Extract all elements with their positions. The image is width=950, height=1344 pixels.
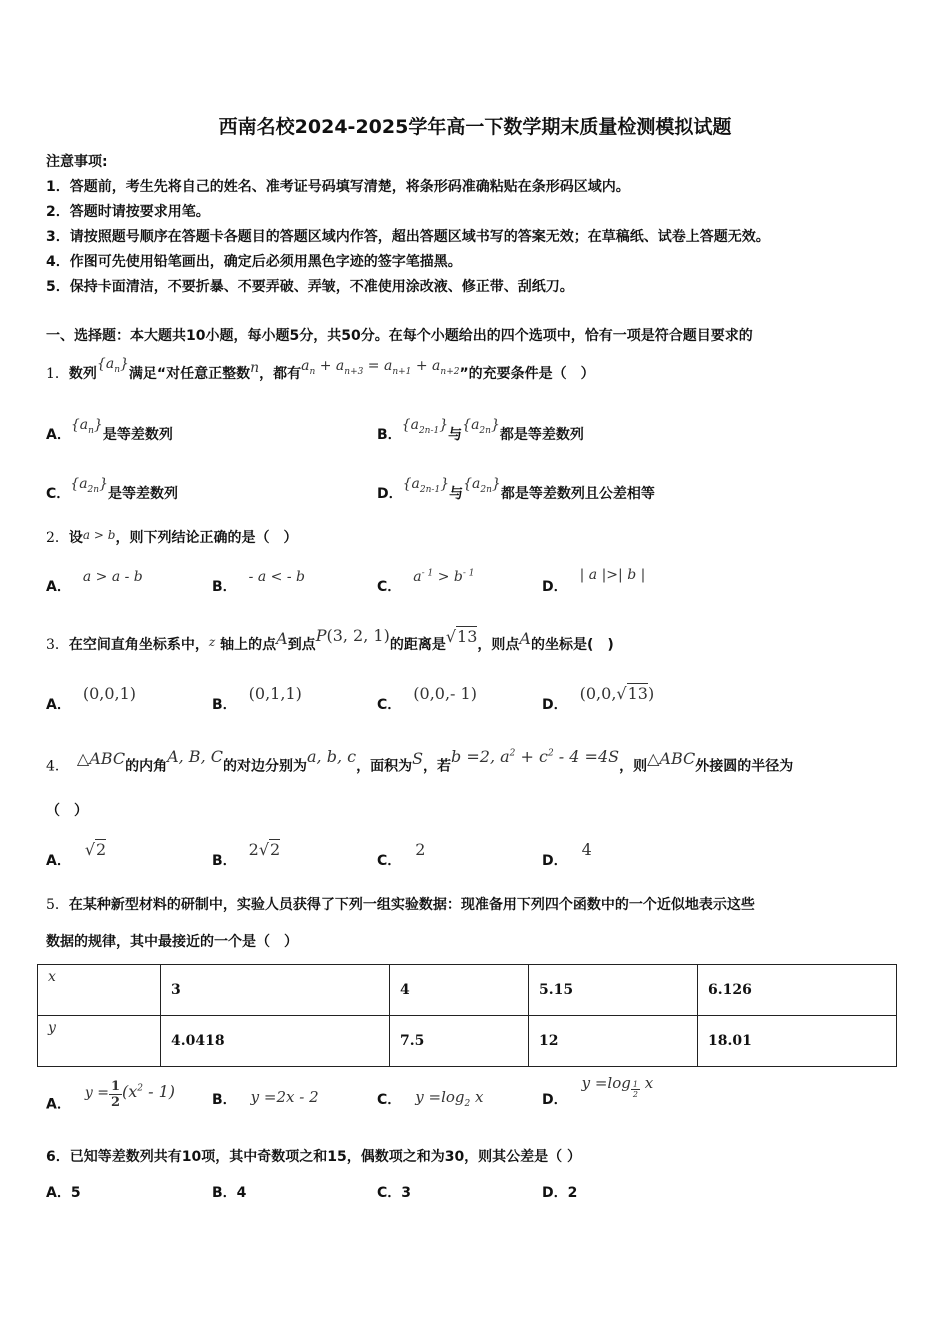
notice-item: 4．作图可先使用铅笔画出，确定后必须用黑色字迹的签字笔描黑。 xyxy=(46,254,462,270)
question-4-stem: 4． △ABC的内角A, B, C的对边分别为a, b, c，面积为S，若b =2, $a^2 + c^2 - 4 =4S$，则△ABC外接圆的半径为 xyxy=(46,747,794,775)
question-1-option-b[interactable]: B．$\{a_{2n-1}\}$与$\{a_{2n}\}$都是等差数列 xyxy=(377,417,584,443)
table-cell: 18.01 xyxy=(698,1016,897,1067)
question-6-option-b[interactable]: B．4 xyxy=(212,1185,247,1201)
question-5-option-c[interactable]: C． $y =\log_2$ x xyxy=(377,1088,484,1109)
table-cell: 6.126 xyxy=(698,965,897,1016)
question-2-stem: 2．设a > b，则下列结论正确的是（ ） xyxy=(46,528,298,546)
notice-item: 3．请按照题号顺序在答题卡各题目的答题区域内作答，超出答题区域书写的答案无效；在草稿纸、试卷上答题无效。 xyxy=(46,229,770,245)
question-6-option-a[interactable]: A．5 xyxy=(46,1185,81,1201)
question-6-stem: 6．已知等差数列共有10项，其中奇数项之和15，偶数项之和为30，则其公差是（ ） xyxy=(46,1149,582,1165)
table-header-y: y xyxy=(38,1016,161,1067)
page-title: 西南名校2024-2025学年高一下数学期末质量检测模拟试题 xyxy=(218,116,732,138)
question-4-option-b[interactable]: B．2√2 xyxy=(212,840,281,869)
question-1-option-a[interactable]: A．$\{a_n\}$是等差数列 xyxy=(46,417,173,443)
table-cell: 7.5 xyxy=(390,1016,529,1067)
notice-item: 2．答题时请按要求用笔。 xyxy=(46,204,210,220)
question-6-option-d[interactable]: D．2 xyxy=(542,1185,578,1201)
question-2-option-d[interactable]: D．| a |>| b | xyxy=(542,567,646,595)
question-1-stem: 1．数列$\{a_n\}$满足“对任意正整数n，都有$a_n + a_{n+3} = a_{n+1} + a_{n+2}$”的充要条件是（ ） xyxy=(46,356,595,382)
question-4-option-a[interactable]: A．√2 xyxy=(46,840,107,869)
question-4-option-d[interactable]: D．4 xyxy=(542,840,592,869)
question-2-option-b[interactable]: B．- a < - b xyxy=(212,569,305,595)
table-cell: 4 xyxy=(390,965,529,1016)
question-3-option-c[interactable]: C．(0,0,- 1) xyxy=(377,684,477,713)
question-4-option-c[interactable]: C．2 xyxy=(377,840,426,869)
question-5-option-b[interactable]: B． y =2x - 2 xyxy=(212,1088,319,1108)
question-4-paren: （ ） xyxy=(46,803,88,819)
question-3-stem: 3．在空间直角坐标系中，z 轴上的点A到点P(3, 2, 1)的距离是√13，则点A的坐标是( ) xyxy=(46,626,614,653)
question-5-stem-line2: 数据的规律，其中最接近的一个是（ ） xyxy=(46,934,298,950)
table-cell: 5.15 xyxy=(529,965,698,1016)
section-heading: 一、选择题：本大题共10小题，每小题5分，共50分。在每个小题给出的四个选项中，恰有一项是符合题目要求的 xyxy=(46,328,753,344)
question-1-option-d[interactable]: D．$\{a_{2n-1}\}$与$\{a_{2n}\}$都是等差数列且公差相等 xyxy=(377,476,655,502)
table-cell: 12 xyxy=(529,1016,698,1067)
question-2-option-c[interactable]: C．$a^{- 1} > b^{- 1}$ xyxy=(377,568,475,595)
data-table xyxy=(37,964,897,1067)
question-5-stem: 5．在某种新型材料的研制中，实验人员获得了下列一组实验数据：现准备用下列四个函数中的一个近似地表示这些 xyxy=(46,897,755,913)
question-3-option-a[interactable]: A．(0,0,1) xyxy=(46,684,137,713)
table-cell: 4.0418 xyxy=(161,1016,390,1067)
notice-item: 1．答题前，考生先将自己的姓名、准考证号码填写清楚，将条形码准确粘贴在条形码区域内。 xyxy=(46,179,630,195)
table-row xyxy=(38,965,897,1016)
question-1-option-c[interactable]: C．$\{a_{2n}\}$是等差数列 xyxy=(46,476,178,502)
question-3-option-b[interactable]: B．(0,1,1) xyxy=(212,684,302,713)
table-cell: 3 xyxy=(161,965,390,1016)
question-6-option-c[interactable]: C．3 xyxy=(377,1185,412,1201)
question-2-option-a[interactable]: A．a > a - b xyxy=(46,569,143,595)
table-row xyxy=(38,1016,897,1067)
question-3-option-d[interactable]: D．(0,0,√13) xyxy=(542,684,655,713)
table-header-x: x xyxy=(38,965,161,1016)
notice-heading: 注意事项: xyxy=(46,154,108,170)
question-5-option-a[interactable]: A．y = $\frac{1}{2}(x^2 - 1)$ xyxy=(46,1079,175,1113)
notice-item: 5．保持卡面清洁，不要折暴、不要弄破、弄皱，不准使用涂改液、修正带、刮纸刀。 xyxy=(46,279,574,295)
question-5-option-d[interactable]: D．y =log $_{\frac{1}{2}}$ x xyxy=(542,1074,654,1108)
